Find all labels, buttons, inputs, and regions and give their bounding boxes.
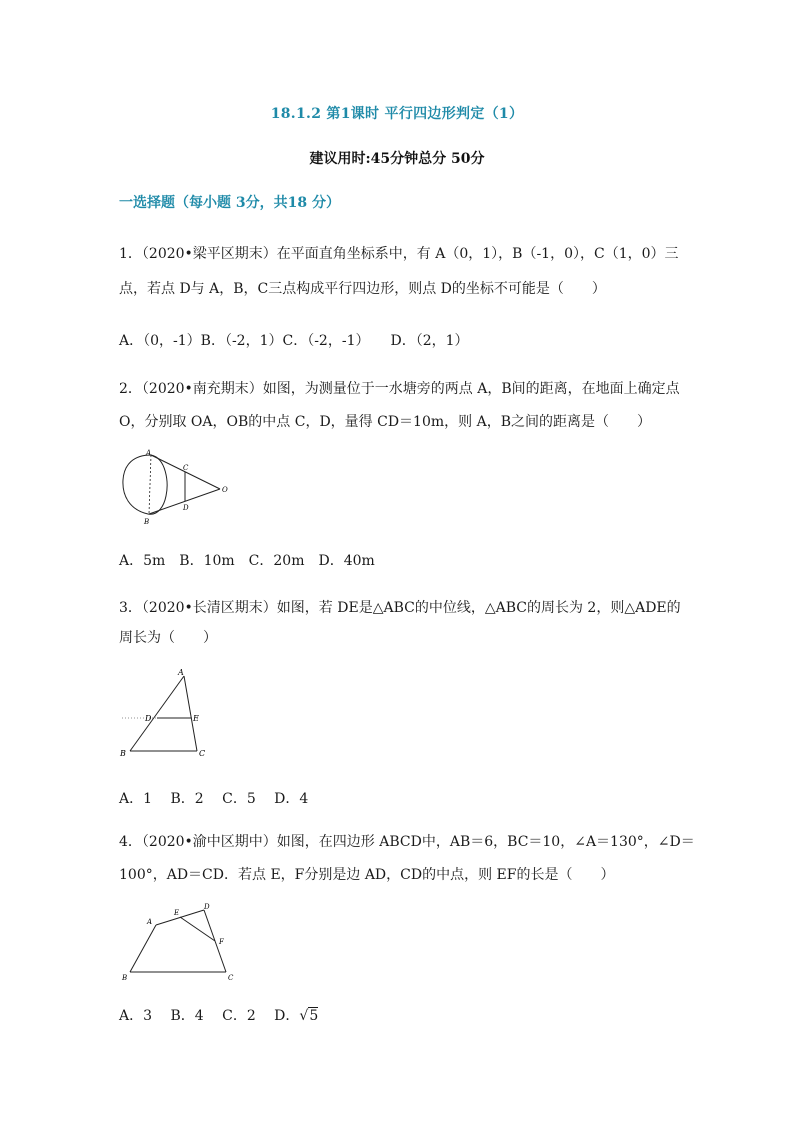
q2-line2: O，分别取 OA，OB的中点 C，D，量得 CD＝10m，则 A，B之间的距离是（ ）: [119, 414, 651, 430]
label-d: D: [145, 714, 152, 723]
label-d: D: [183, 504, 189, 512]
q1-options: A．（0，-1）B．（-2，1）C．（-2，-1） D．（2，1）: [119, 333, 469, 349]
label-c: C: [228, 974, 234, 982]
q2-line1: 2．（2020•南充期末）如图，为测量位于一水塘旁的两点 A，B间的距离，在地面上确定点: [119, 381, 680, 397]
q4-options-text: A．3 B．4 C．2 D．: [119, 1008, 300, 1024]
q4-line2: 100°，AD＝CD．若点 E，F分别是边 AD，CD的中点，则 EF的长是（ ）: [119, 867, 615, 883]
q3-figure-triangle: [116, 667, 216, 763]
q1-line2: 点，若点 D与 A，B，C三点构成平行四边形，则点 D的坐标不可能是（ ）: [119, 281, 606, 297]
q1-line1: 1．（2020•梁平区期末）在平面直角坐标系中，有 A（0，1），B（-1，0），C（1，0）三: [119, 246, 679, 262]
sqrt-expression: √5: [299, 1008, 319, 1024]
sqrt-radicand: 5: [309, 1008, 319, 1024]
q4-options: [119, 1005, 318, 1025]
label-b: B: [120, 749, 126, 758]
label-f: F: [219, 938, 224, 946]
q2-figure-pond: [116, 446, 236, 528]
q4-line1: 4．（2020•渝中区期中）如图，在四边形 ABCD中，AB＝6，BC＝10，∠A＝130°，∠D＝: [119, 834, 695, 850]
label-c: C: [199, 749, 206, 758]
q3-options: A．1 B．2 C．5 D．4: [119, 791, 309, 807]
label-d: D: [204, 903, 210, 911]
q3-line1: 3．（2020•长清区期末）如图，若 DE是△ABC的中位线，△ABC的周长为 2，则△ADE的: [119, 600, 681, 616]
label-a: A: [178, 668, 184, 677]
q3-line2: 周长为（ ）: [119, 630, 217, 646]
label-e: E: [193, 714, 199, 723]
label-o: O: [222, 486, 228, 494]
label-b: B: [144, 518, 150, 526]
q2-options: A．5m B．10m C．20m D．40m: [119, 553, 375, 569]
label-e: E: [174, 909, 180, 917]
section-heading: 一选择题（每小题 3分，共18 分）: [119, 195, 340, 211]
label-b: B: [122, 974, 128, 982]
q4-figure-quadrilateral: [116, 898, 246, 984]
label-a: A: [146, 449, 152, 457]
page-title: 18.1.2 第1课时 平行四边形判定（1）: [270, 106, 524, 122]
page-subtitle: 建议用时:45分钟总分 50分: [309, 151, 485, 167]
label-c: C: [183, 464, 189, 472]
label-a: A: [147, 918, 153, 926]
